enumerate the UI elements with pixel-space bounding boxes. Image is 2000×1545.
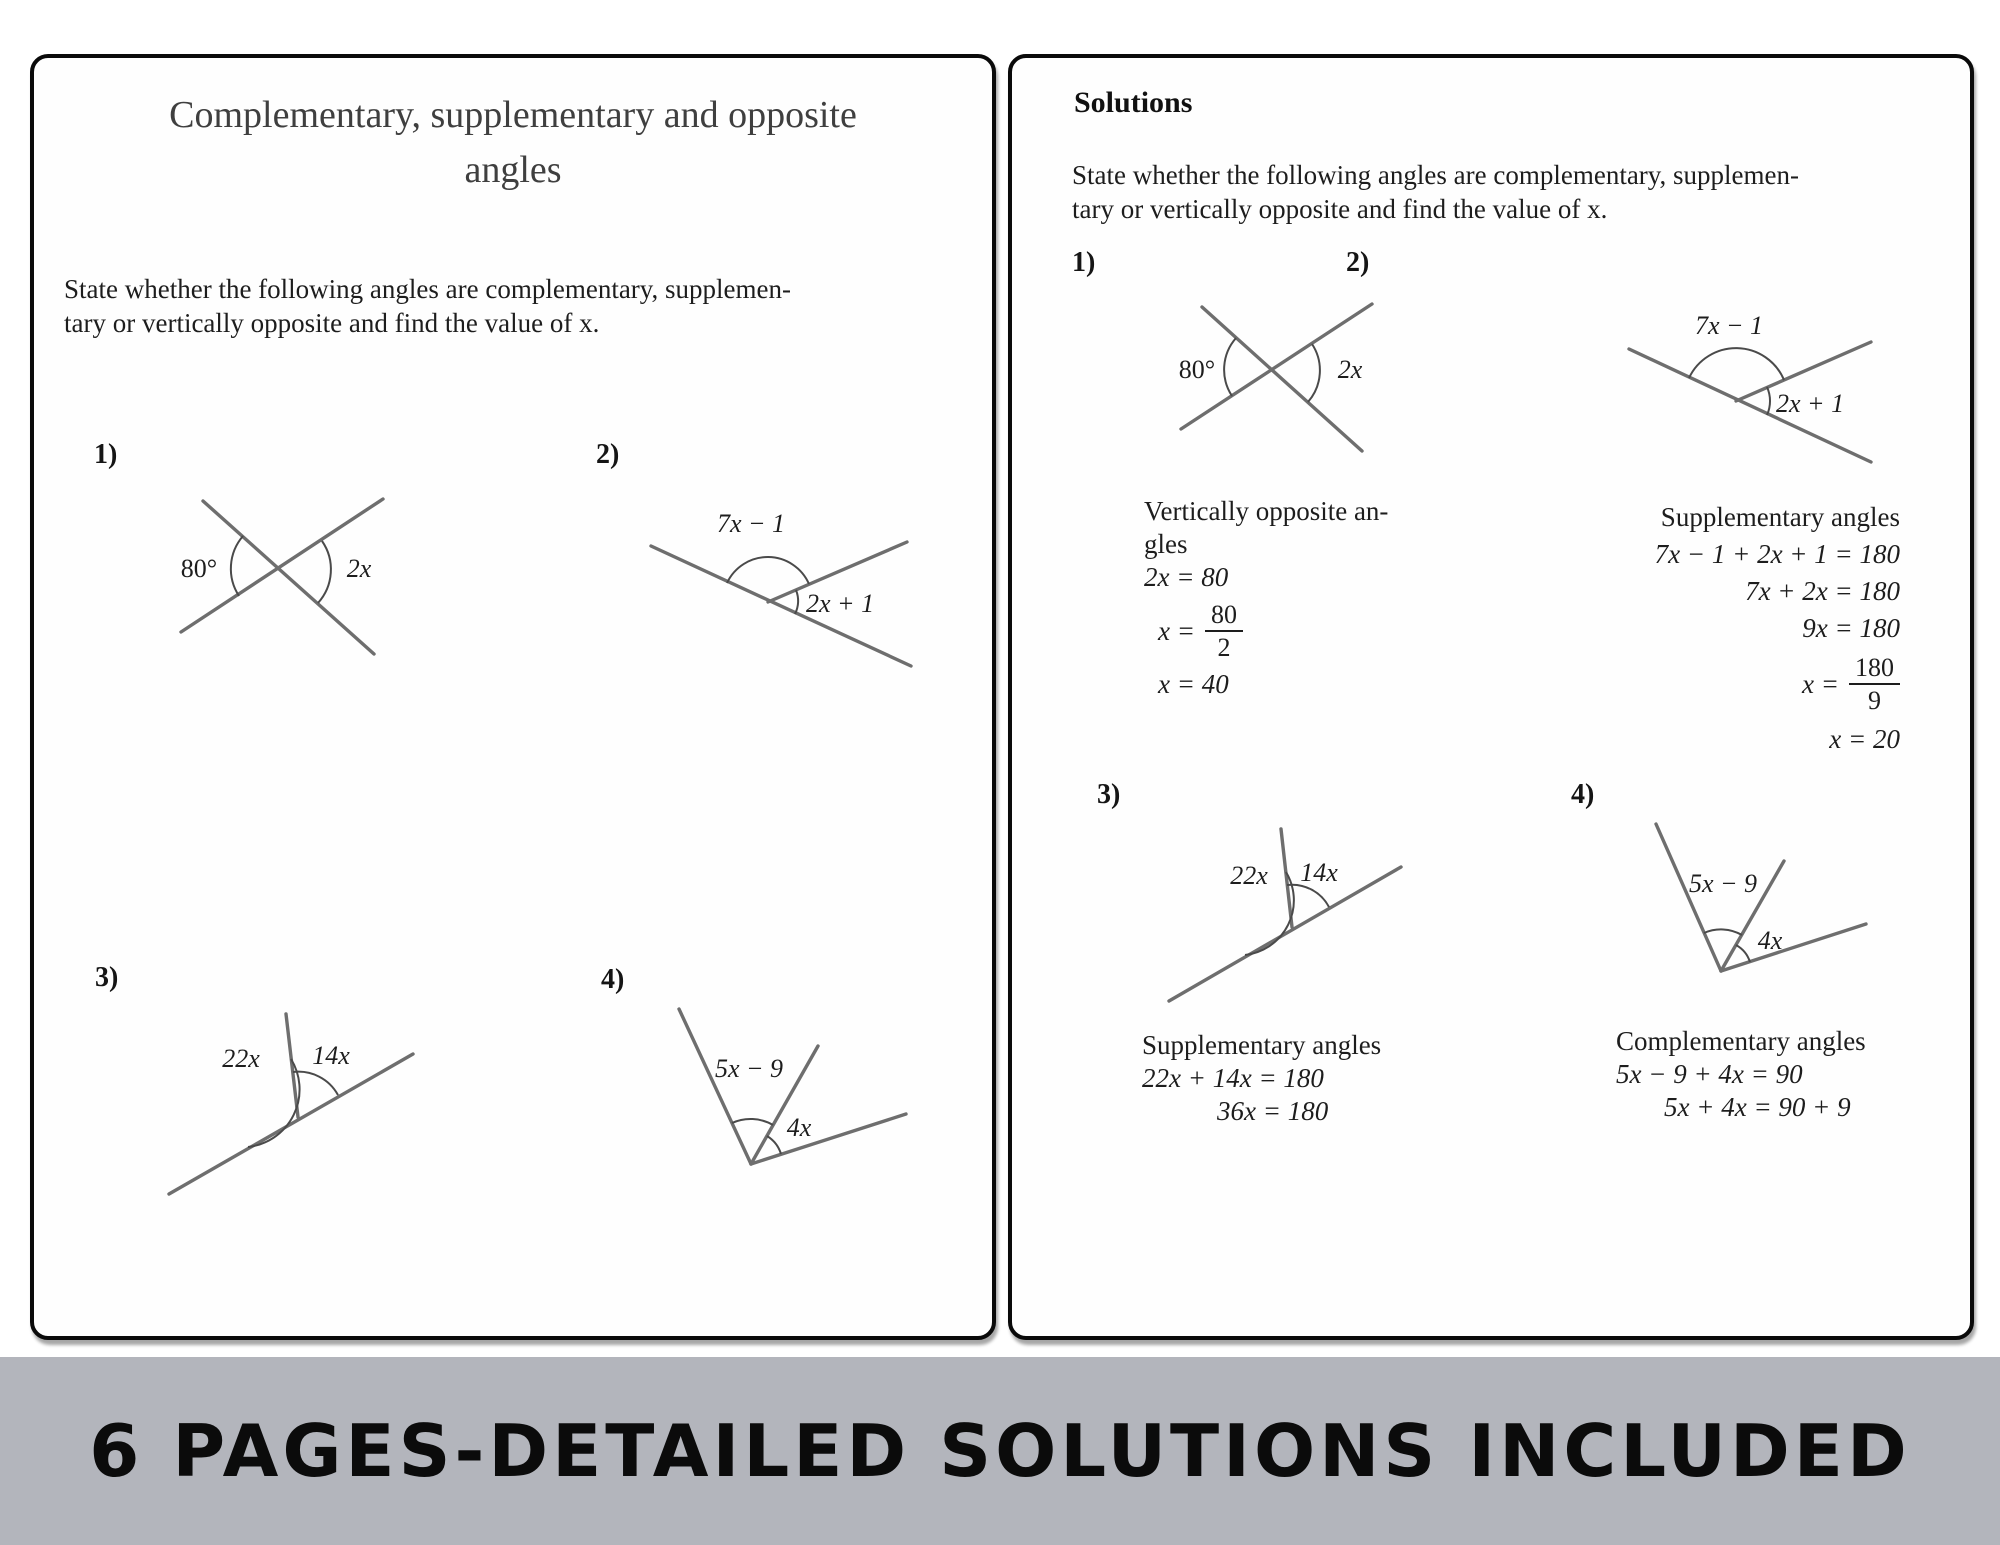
instruction-line1: State whether the following angles are complementary, supplemen- [64, 274, 792, 304]
angle-arc [318, 541, 331, 603]
solution-step: 36x = 180 [1217, 1096, 1329, 1126]
solution-2-working [1614, 499, 1900, 758]
angle-arc [1308, 344, 1320, 402]
angle-arc [1736, 945, 1750, 962]
angle-label: 5x − 9 [714, 1054, 784, 1083]
solution-1-number: 1) [1072, 247, 1096, 278]
fraction [1205, 599, 1243, 663]
solution-reason: Complementary angles [1616, 1026, 1866, 1056]
angle-arc [231, 536, 243, 596]
angle-label: 7x − 1 [716, 509, 786, 538]
solution-2-diagram [1624, 304, 1934, 474]
angle-label: 22x [1230, 861, 1268, 890]
problem-1-number: 1) [94, 439, 118, 470]
problem-3-number: 3) [95, 962, 119, 993]
angle-arc [727, 557, 809, 584]
solution-reason: Supplementary angles [1660, 502, 1900, 532]
angle-label: 5x − 9 [1688, 869, 1758, 898]
solution-reason: gles [1144, 529, 1188, 559]
page-title-line2: angles [464, 149, 562, 191]
solution-3-working [1142, 1029, 1442, 1128]
fraction-denominator: 2 [1217, 633, 1231, 662]
angle-arc [1767, 387, 1770, 415]
solution-2-number: 2) [1346, 247, 1370, 278]
problem-2-diagram [636, 499, 921, 704]
fraction-numerator: 80 [1205, 599, 1243, 632]
solution-3-number: 3) [1097, 779, 1121, 810]
solution-step: 9x = 180 [1802, 613, 1900, 643]
angle-arc [1689, 348, 1784, 380]
solution-step: 5x − 9 + 4x = 90 [1616, 1059, 1803, 1089]
solution-3-diagram [1164, 824, 1444, 1009]
solutions-heading: Solutions [1074, 86, 1193, 119]
solutions-instruction [1072, 158, 1922, 226]
solution-4-working [1616, 1025, 1916, 1124]
solution-reason: Supplementary angles [1142, 1030, 1382, 1060]
angle-arc [795, 590, 798, 614]
solution-fraction-step [1158, 599, 1444, 663]
problem-2-number: 2) [596, 439, 620, 470]
solution-step: 5x + 4x = 90 + 9 [1664, 1092, 1851, 1122]
promo-banner [0, 1357, 2000, 1545]
problem-1-diagram [166, 489, 396, 669]
solution-step: 2x = 80 [1144, 562, 1229, 592]
angle-label: 2x [346, 554, 372, 583]
angle-label: 2x [1337, 355, 1363, 384]
solution-fraction-step [1628, 652, 1900, 716]
fraction-numerator: 180 [1849, 652, 1900, 685]
fraction-lhs: x = [1158, 615, 1195, 646]
solution-step: x = 20 [1829, 724, 1900, 754]
solution-4-number: 4) [1571, 779, 1595, 810]
angle-arc [732, 1119, 773, 1125]
worksheet-instruction [64, 272, 964, 340]
solution-1-diagram [1169, 294, 1379, 464]
angle-arc [1704, 929, 1742, 935]
angle-arc [767, 1136, 781, 1154]
angle-label: 22x [222, 1044, 260, 1073]
diagram-line [169, 1054, 413, 1194]
angle-label: 14x [312, 1041, 350, 1070]
diagram-line [1169, 867, 1401, 1001]
solution-step: 7x + 2x = 180 [1745, 576, 1900, 606]
fraction-denominator: 9 [1868, 686, 1881, 715]
angle-arc [1224, 338, 1236, 396]
angle-label: 4x [1757, 926, 1783, 955]
instruction-line2: tary or vertically opposite and find the value of x. [1072, 194, 1608, 224]
angle-label: 7x − 1 [1694, 311, 1764, 340]
solution-4-diagram [1644, 814, 1894, 994]
diagram-ray [286, 1014, 298, 1117]
solution-1-working [1144, 495, 1444, 701]
angle-label: 80° [180, 554, 218, 583]
fraction-lhs: x = [1802, 668, 1839, 699]
problem-3-diagram [156, 1004, 426, 1204]
solution-step: 22x + 14x = 180 [1142, 1063, 1324, 1093]
banner-text: 6 PAGES-DETAILED SOLUTIONS INCLUDED [89, 1409, 1911, 1493]
page-title-line1: Complementary, supplementary and opposite [169, 94, 857, 136]
angle-label: 80° [1178, 355, 1216, 384]
worksheet-page [30, 54, 996, 1340]
problem-4-number: 4) [601, 964, 625, 995]
instruction-line2: tary or vertically opposite and find the value of x. [64, 308, 600, 338]
instruction-line1: State whether the following angles are complementary, supplemen- [1072, 160, 1800, 190]
page-title [34, 88, 992, 198]
angle-label: 2x + 1 [1776, 389, 1845, 418]
angle-label: 14x [1300, 858, 1338, 887]
angle-label: 4x [786, 1113, 812, 1142]
solution-step: 7x − 1 + 2x + 1 = 180 [1654, 539, 1900, 569]
solution-step: x = 40 [1158, 669, 1229, 699]
diagram-ray [679, 1009, 751, 1164]
solution-reason: Vertically opposite an- [1144, 496, 1389, 526]
fraction [1849, 652, 1900, 716]
solutions-page [1008, 54, 1974, 1340]
problem-4-diagram [661, 999, 916, 1219]
diagram-ray [1281, 829, 1292, 927]
angle-label: 2x + 1 [806, 589, 875, 618]
